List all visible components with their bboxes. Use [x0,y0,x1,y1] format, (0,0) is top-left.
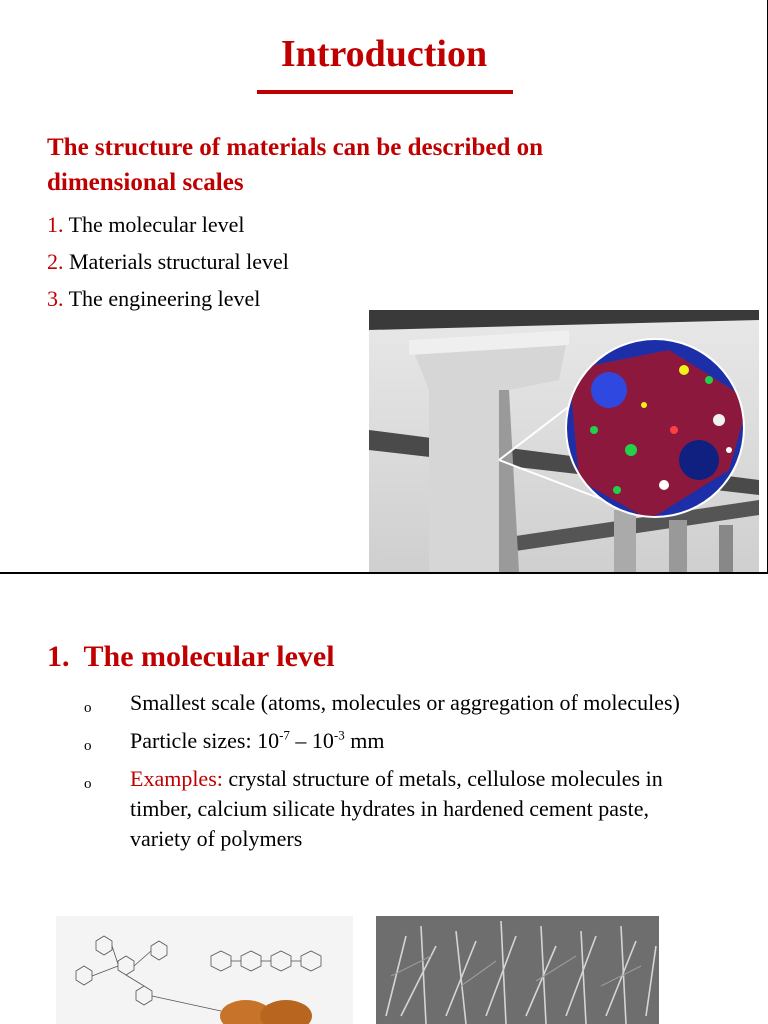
crystal-micrograph [376,916,659,1024]
levels-list [47,206,289,317]
list-item: o Particle sizes: $10^{-7} - 10^{-3}$ mm [84,726,684,756]
cellulose-molecule-diagram [56,916,353,1024]
section-heading: 1. The molecular level [47,640,335,673]
bridge-concrete-photo [369,310,759,572]
list-item: 2. Materials structural level [47,249,289,274]
list-item: o Examples: crystal structure of metals, cellulose molecules in timber, calcium silicate hydrates in hardened cement paste, variety of polymers [84,766,663,851]
list-item: 1. The molecular level [47,212,245,237]
bullet-icon: o [84,738,92,754]
list-item: 3. The engineering level [47,286,261,311]
bullet-icon: o [84,776,92,792]
bullet-icon: o [84,700,92,716]
bullet-list [84,688,684,862]
list-item: o Smallest scale (atoms, molecules or aggregation of molecules) [84,688,684,718]
slide-subtitle: The structure of materials can be described on dimensional scales [47,134,544,196]
slide-title: Introduction [280,33,488,75]
title-underline [257,90,513,94]
